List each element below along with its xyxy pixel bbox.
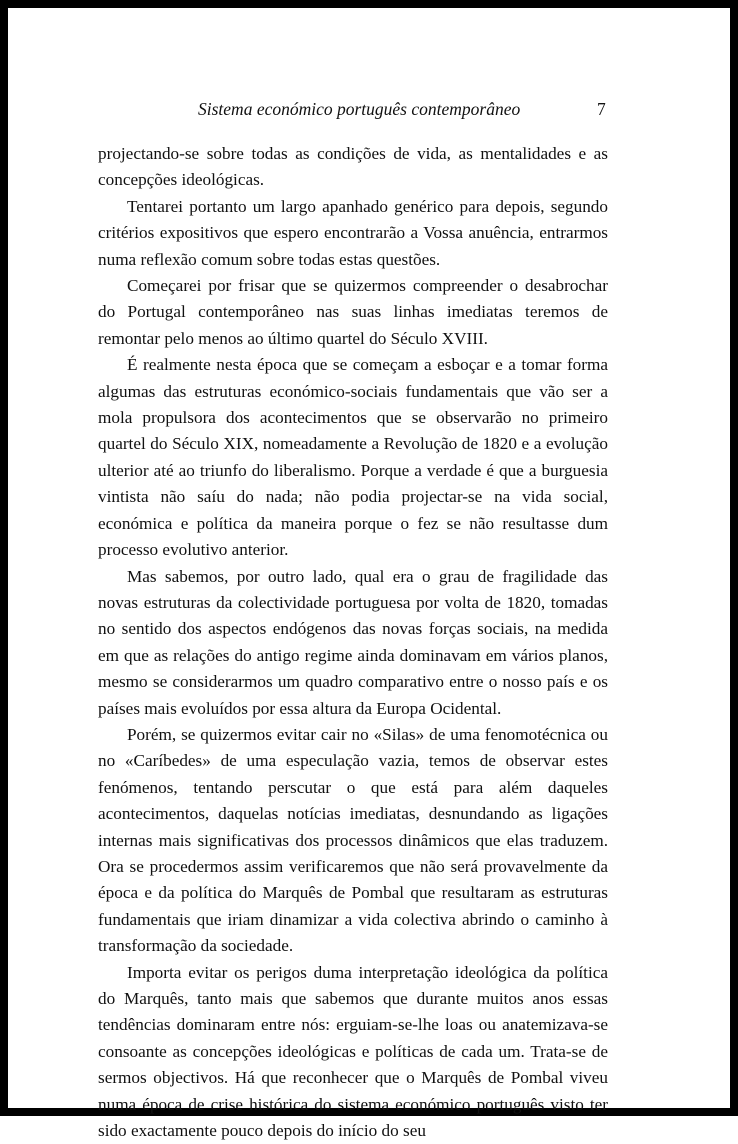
running-title: Sistema económico português contemporâneo	[198, 99, 521, 119]
paragraph-6: Porém, se quizermos evitar cair no «Silas» de uma fenomotécnica ou no «Caríbedes» de uma especulação vazia, temos de observar estes fenómenos, tentando perscutar o que está para além daqueles acontecimentos, daquelas notícias imediatas, desnundando as ligações internas mais significativas dos processos dinâmicos que elas traduzem. Ora se procedermos assim verificaremos que não será provavelmente da época e da política do Marquês de Pombal que resultaram as estruturas fundamentais que iriam dinamizar a vida colectiva abrindo o caminho à transformação da sociedade.	[98, 724, 608, 956]
paragraph-1: projectando-se sobre todas as condições de vida, as mentalidades e as concepções ideológicas.	[98, 144, 608, 190]
paragraph-7: Importa evitar os perigos duma interpretação ideológica da política do Marquês, tanto mais que sabemos que durante muitos anos essas tendências dominaram entre nós: erguiam-se-lhe loas ou anatemizava-se consoante as concepções ideológicas e políticas de cada um. Trata-se de sermos objectivos. Há que reconhecer que o Marquês de Pombal viveu numa época de crise histórica do sistema económico português visto ter sido exactamente pouco depois do início do seu	[98, 962, 608, 1141]
paragraph-4: É realmente nesta época que se começam a esboçar e a tomar forma algumas das estruturas económico-sociais fundamentais que vão ser a mola propulsora dos acontecimentos que se observarão no primeiro quartel do Século XIX, nomeadamente a Revolução de 1820 e a evolução ulterior até ao triunfo do liberalismo. Porque a verdade é que a burguesia vintista não saíu do nada; não podia projectar-se na vida social, económica e política da maneira porque o fez se não resultasse dum processo evolutivo anterior.	[98, 355, 608, 560]
page-number: 7	[597, 99, 606, 119]
paragraph-3: Começarei por frisar que se quizermos compreender o desabrochar do Portugal contemporâneo nas suas linhas imediatas teremos de remontar pelo menos ao último quartel do Século XVIII.	[98, 276, 608, 348]
paragraph-2: Tentarei portanto um largo apanhado genérico para depois, segundo critérios expositivos que espero encontrarão a Vossa anuência, entrarmos numa reflexão comum sobre todas estas questões.	[98, 196, 608, 269]
body-text	[98, 141, 608, 1144]
paragraph-5: Mas sabemos, por outro lado, qual era o grau de fragilidade das novas estruturas da colectividade portuguesa por volta de 1820, tomadas no sentido dos aspectos endógenos das novas forças sociais, na medida em que as relações do antigo regime ainda dominavam em vários planos, mesmo se considerarmos um quadro comparativo entre o nosso país e os países mais evoluídos por essa altura da Europa Ocidental.	[98, 566, 608, 718]
